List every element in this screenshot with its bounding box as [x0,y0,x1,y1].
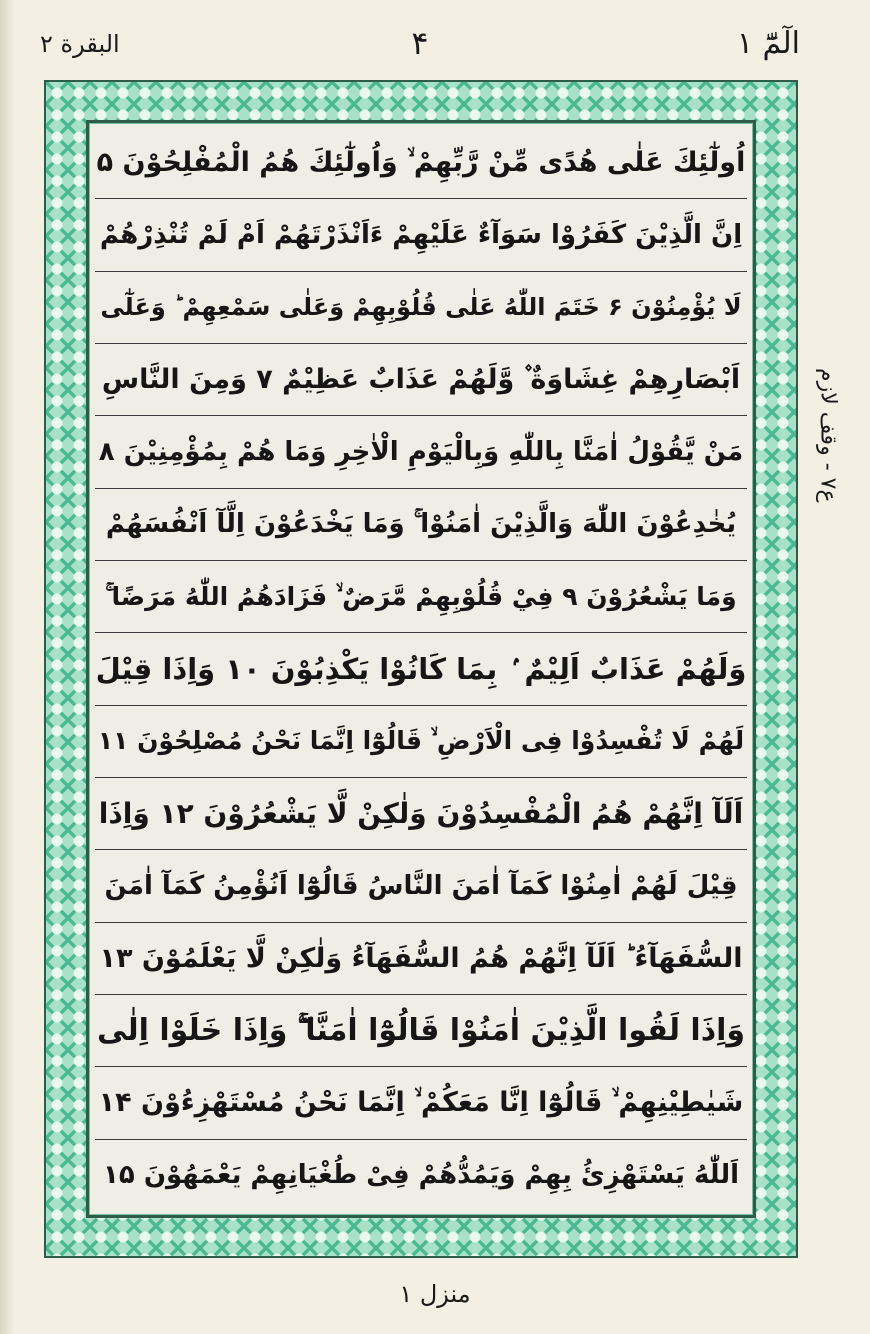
text-line: شَيٰطِيْنِهِمْ ۙ قَالُوْٓا اِنَّا مَعَكُمْ ۙ اِنَّمَا نَحْنُ مُسْتَهْزِءُوْنَ ۱۴ [95,1067,747,1139]
juz-name: الٓمّٓ ۱ [736,26,800,61]
text-line: وَلَهُمْ عَذَابٌ اَلِيْمٌ ۢ بِمَا كَانُوْا يَكْذِبُوْنَ ۱۰ وَاِذَا قِيْلَ [95,633,747,705]
surah-name: البقرة ۲ [40,30,120,58]
text-line: يُخٰدِعُوْنَ اللّٰهَ وَالَّذِيْنَ اٰمَنُوْا ۚ وَمَا يَخْدَعُوْنَ اِلَّآ اَنْفُسَهُمْ [95,489,747,561]
page-gutter-shadow [0,0,14,1334]
page-number: ۴ [411,24,429,62]
text-panel [86,120,756,1218]
text-line: اَلَآ اِنَّهُمْ هُمُ الْمُفْسِدُوْنَ وَلٰكِنْ لَّا يَشْعُرُوْنَ ۱۲ وَاِذَا [95,778,747,850]
decorative-border [44,80,798,1258]
text-line: لَا يُؤْمِنُوْنَ ۶ خَتَمَ اللّٰهُ عَلٰى قُلُوْبِهِمْ وَعَلٰى سَمْعِهِمْ ؕ وَعَلٰٓى [95,272,747,344]
verse-lines [95,127,747,1211]
text-line: اِنَّ الَّذِيْنَ كَفَرُوْا سَوَآءٌ عَلَيْهِمْ ءَاَنْذَرْتَهُمْ اَمْ لَمْ تُنْذِرْهُمْ [95,199,747,271]
text-line: وَمَا يَشْعُرُوْنَ ۹ فِيْ قُلُوْبِهِمْ مَّرَضٌ ۙ فَزَادَهُمُ اللّٰهُ مَرَضًا ۚ [95,561,747,633]
text-line: اَللّٰهُ يَسْتَهْزِئُ بِهِمْ وَيَمُدُّهُمْ فِىْ طُغْيَانِهِمْ يَعْمَهُوْنَ ۱۵ [103,1160,739,1191]
text-line: وَاِذَا لَقُوا الَّذِيْنَ اٰمَنُوْا قَالُوْٓا اٰمَنَّا ۖۚ وَاِذَا خَلَوْا اِلٰى [95,995,747,1067]
text-line: السُّفَهَآءُ ؕ اَلَآ اِنَّهُمْ هُمُ السُّفَهَآءُ وَلٰكِنْ لَّا يَعْلَمُوْنَ ۱۳ [95,923,747,995]
text-line: مَنْ يَّقُوْلُ اٰمَنَّا بِاللّٰهِ وَبِالْيَوْمِ الْاٰخِرِ وَمَا هُمْ بِمُؤْمِنِيْنَ ۸ [95,416,747,488]
margin-note: ع۷ - وقف لازم [815,367,841,503]
text-line: اَبْصَارِهِمْ غِشَاوَةٌ ۫ وَّلَهُمْ عَذَابٌ عَظِيْمٌ ۷ وَمِنَ النَّاسِ [95,344,747,416]
text-line: قِيْلَ لَهُمْ اٰمِنُوْا كَمَآ اٰمَنَ النَّاسُ قَالُوْٓا اَنُؤْمِنُ كَمَآ اٰمَنَ [95,850,747,922]
manzil-footer: منزل ۱ [399,1280,471,1308]
text-line: لَهُمْ لَا تُفْسِدُوْا فِى الْاَرْضِ ۙ قَالُوْٓا اِنَّمَا نَحْنُ مُصْلِحُوْنَ ۱۱ [95,706,747,778]
page-header [40,22,800,72]
text-line: اُولٰٓئِكَ عَلٰى هُدًى مِّنْ رَّبِّهِمْ ۙ وَاُولٰٓئِكَ هُمُ الْمُفْلِحُوْنَ ۵ [95,127,747,199]
